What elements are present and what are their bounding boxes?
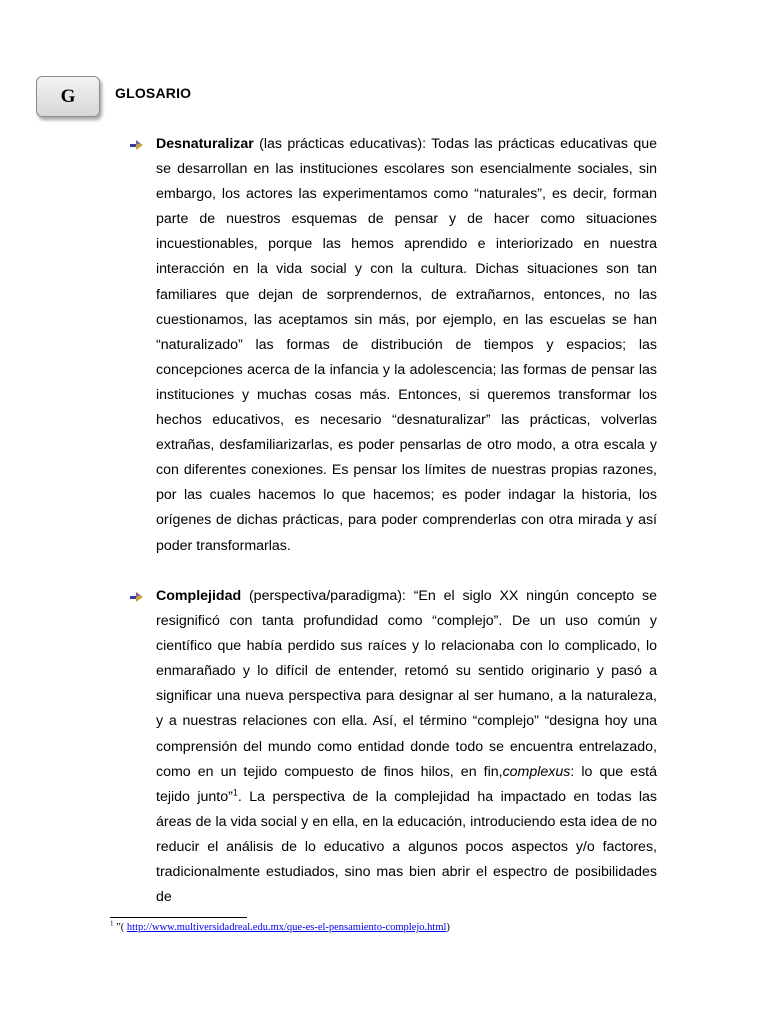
entry-quote-end: : lo que está tejido junto” bbox=[156, 763, 657, 805]
footnote-link[interactable]: http://www.multiversidadreal.edu.mx/que-es-el-pensamiento-complejo.html bbox=[126, 922, 447, 933]
arrow-bullet-icon bbox=[130, 138, 144, 150]
glossary-term: Complejidad bbox=[156, 588, 242, 604]
footnote bbox=[110, 919, 450, 933]
glossary-term: Desnaturalizar bbox=[156, 136, 254, 152]
glossary-entry-desnaturalizar bbox=[156, 132, 657, 559]
footnote-suffix: ) bbox=[446, 922, 450, 933]
footnote-reference[interactable]: 1 bbox=[232, 787, 238, 798]
entry-paragraph bbox=[156, 132, 657, 559]
entry-definition-part2: . La perspectiva de la complejidad ha impactado en todas las áreas de la vida social y en ella, en la educación, introduciendo esta idea de no reducir el análisis de lo educativo a algunos pocos aspectos y/o factores, tradicionalmente estudiados, sino mas bien abrir el espectro de posibilidades de bbox=[156, 788, 657, 906]
entry-definition: (las prácticas educativas): Todas las prácticas educativas que se desarrollan en las instituciones escolares son esencialmente sociales, sin embargo, los actores las experimentamos como “naturales”, es decir, forman parte de nuestros esquemas de pensar y de hacer como situaciones incuestionables, porque las hemos aprendido e interiorizado en nuestra interacción en la vida social y con la cultura. Dichas situaciones son tan familiares que dejan de sorprendernos, de extrañarnos, entonces, no las cuestionamos, las aceptamos sin más, por ejemplo, en las escuelas se han “naturalizado” las formas de distribución de tiempos y espacios; las concepciones acerca de la infancia y la adolescencia; las formas de pensar las instituciones y muchas cosas más. Entonces, si queremos transformar los hechos educativos, es necesario “desnaturalizar” las prácticas, volverlas extrañas, desfamiliarizarlas, es poder pensarlas de otro modo, a otra escala y con diferentes conexiones. Es pensar los límites de nuestras propias razones, por las cuales hacemos lo que hacemos; es poder indagar la historia, los orígenes de dichas prácticas, para poder comprenderlas con otra mirada y así poder transformarlas. bbox=[156, 136, 657, 554]
badge-letter: G bbox=[60, 85, 76, 107]
entry-paragraph bbox=[156, 584, 657, 910]
footnote-separator bbox=[110, 917, 247, 918]
footnote-number: 1 bbox=[110, 919, 114, 928]
glossary-entry-complejidad bbox=[156, 584, 657, 910]
page-title: GLOSARIO bbox=[115, 85, 192, 101]
entry-italic-term: complexus bbox=[502, 763, 571, 780]
footnote-prefix: ”( bbox=[113, 922, 127, 933]
glossary-letter-badge bbox=[36, 76, 100, 117]
arrow-bullet-icon bbox=[130, 590, 144, 602]
entry-definition-part1: (perspectiva/paradigma): “En el siglo XX ningún concepto se resignificó con tanta profundidad como “complejo”. De un uso común y científico que había perdido sus raíces y lo relacionaba con lo complicado, lo enmarañado y lo difícil de entender, retomó su sentido originario y pasó a significar una nueva perspectiva para designar al ser humano, a la naturaleza, y a nuestras relaciones con ella. Así, el término “complejo” “designa hoy una comprensión del mundo como entidad donde todo se encuentra entrelazado, como en un tejido compuesto de finos hilos, en fin, bbox=[156, 588, 657, 780]
